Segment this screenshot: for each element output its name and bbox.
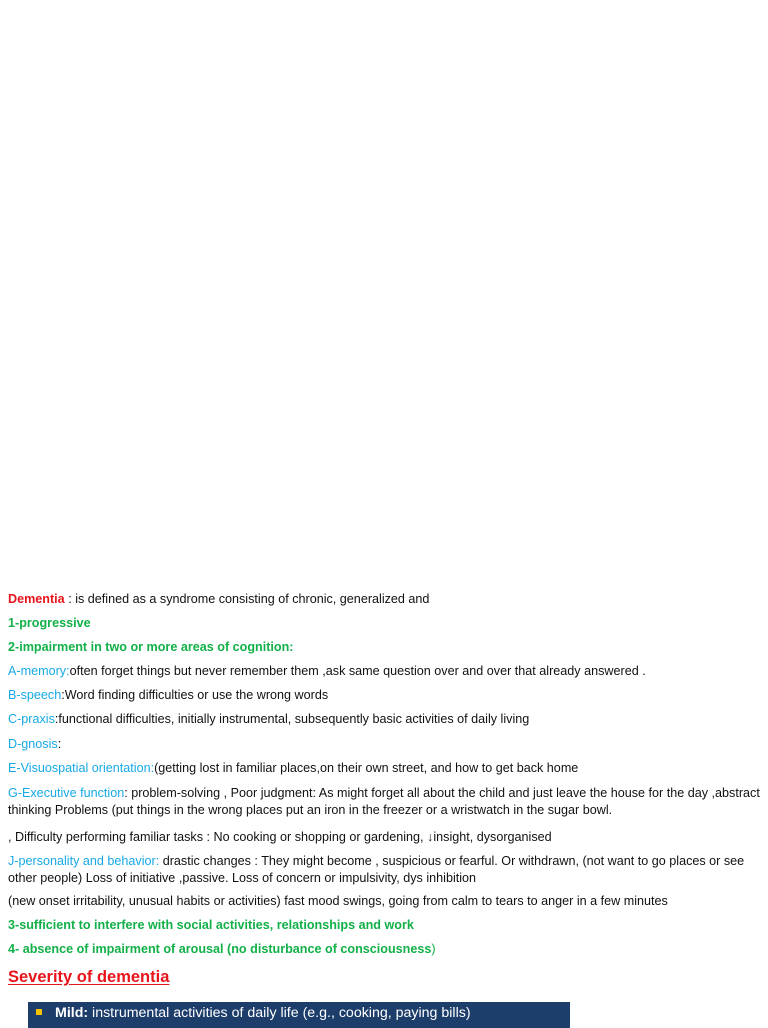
definition-text: : is defined as a syndrome consisting of chronic, generalized and [64,592,430,606]
mild-severity-banner [28,1002,570,1028]
memory-label: A-memory: [8,664,70,678]
personality-text: drastic changes : They might become , suspicious or fearful. Or withdrawn, (not want to go places or see other people) Loss of initiative ,passive. Loss of concern or impulsivity, dys inhibition [8,854,745,885]
executive-text: : problem-solving , Poor judgment: As might forget all about the child and just leave the house for the day ,abstract thinking Problems (put things in the wrong places put an iron in the freezer or a wristwatch in the sugar bowl. [8,786,760,817]
speech-text: :Word finding difficulties or use the wrong words [61,688,329,702]
criterion-4-paren: ) [431,942,436,956]
criterion-3: 3-sufficient to interfere with social activities, relationships and work [8,918,414,932]
personality-label: J-personality and behavior: [8,854,160,868]
criterion-1: 1-progressive [8,616,91,630]
definition-line [8,591,762,608]
criterion-4: 4- absence of impairment of arousal (no disturbance of consciousness [8,942,432,956]
speech-label: B-speech [8,688,62,702]
executive-continued: , Difficulty performing familiar tasks : No cooking or shopping or gardening, ↓insight, dysorganised [8,830,552,844]
gnosis-label: D-gnosis [8,737,58,751]
dementia-term: Dementia [8,592,65,606]
visuospatial-line [8,760,762,777]
visuospatial-label: E-Visuospatial orientation: [8,761,155,775]
criterion-2: 2-impairment in two or more areas of cognition: [8,640,294,654]
personality-line [8,853,762,887]
praxis-line [8,711,762,728]
memory-text: often forget things but never remember them ,ask same question over and over that already answered . [69,664,646,678]
gnosis-line [8,736,762,753]
severity-heading: Severity of dementia [8,968,170,986]
praxis-text: :functional difficulties, initially instrumental, subsequently basic activities of daily living [54,712,530,726]
praxis-label: C-praxis [8,712,55,726]
square-bullet-icon [36,1009,42,1015]
executive-line [8,785,762,819]
executive-label: G-Executive function [8,786,125,800]
personality-continued: (new onset irritability, unusual habits or activities) fast mood swings, going from calm to tears to anger in a few minutes [8,894,668,908]
speech-line [8,687,762,704]
criterion-4-line [8,941,762,958]
visuospatial-text: (getting lost in familiar places,on their own street, and how to get back home [154,761,579,775]
memory-line [8,663,762,680]
mild-text: instrumental activities of daily life (e.g., cooking, paying bills) [88,1005,471,1021]
mild-label: Mild: [55,1005,89,1021]
gnosis-text: : [57,737,62,751]
